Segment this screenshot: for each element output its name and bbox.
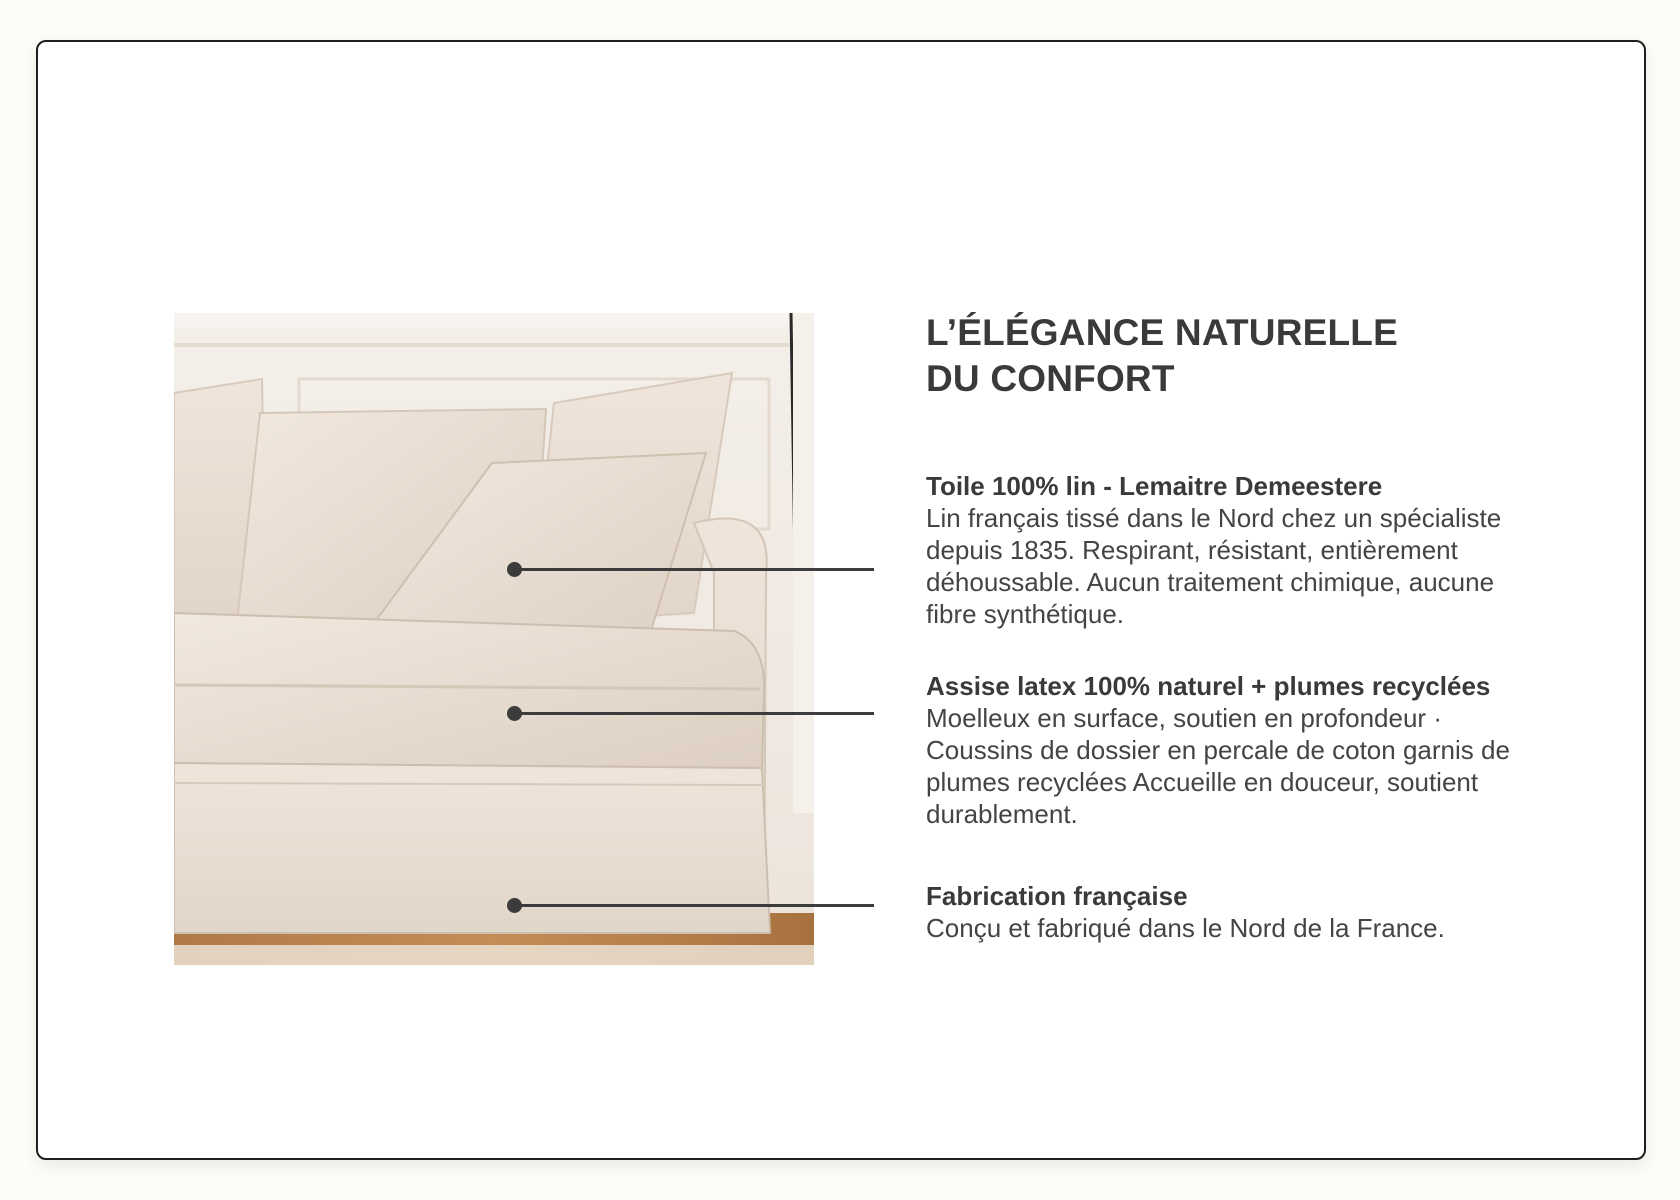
callout-line-linen [514,568,874,571]
section-title-line-2: DU CONFORT [926,358,1175,399]
feature-title: Assise latex 100% naturel + plumes recyclées [926,671,1491,701]
sofa-photo [174,313,814,965]
content-card [36,40,1646,1160]
callout-dot [507,898,522,913]
callout-line-origin [514,904,874,907]
callout-dot [507,562,522,577]
feature-description: Lin français tissé dans le Nord chez un spécialiste depuis 1835. Respirant, résistant, entièrement déhoussable. Aucun traitement chimique, aucune fibre synthétique. [926,503,1502,629]
feature-latex-seat [926,670,1566,830]
callout-line-seat [514,712,874,715]
callout-dot [507,706,522,721]
sofa-illustration [174,313,814,965]
feature-title: Toile 100% lin - Lemaitre Demeestere [926,471,1383,501]
feature-title: Fabrication française [926,881,1188,911]
feature-description: Conçu et fabriqué dans le Nord de la France. [926,913,1445,943]
feature-linen-fabric [926,470,1566,630]
feature-french-made [926,880,1566,944]
section-title-line-1: L’ÉLÉGANCE NATURELLE [926,312,1398,353]
section-title [926,310,1398,402]
feature-description: Moelleux en surface, soutien en profondeur · Coussins de dossier en percale de coton garnis de plumes recyclées Accueille en douceur, soutient durablement. [926,703,1510,829]
